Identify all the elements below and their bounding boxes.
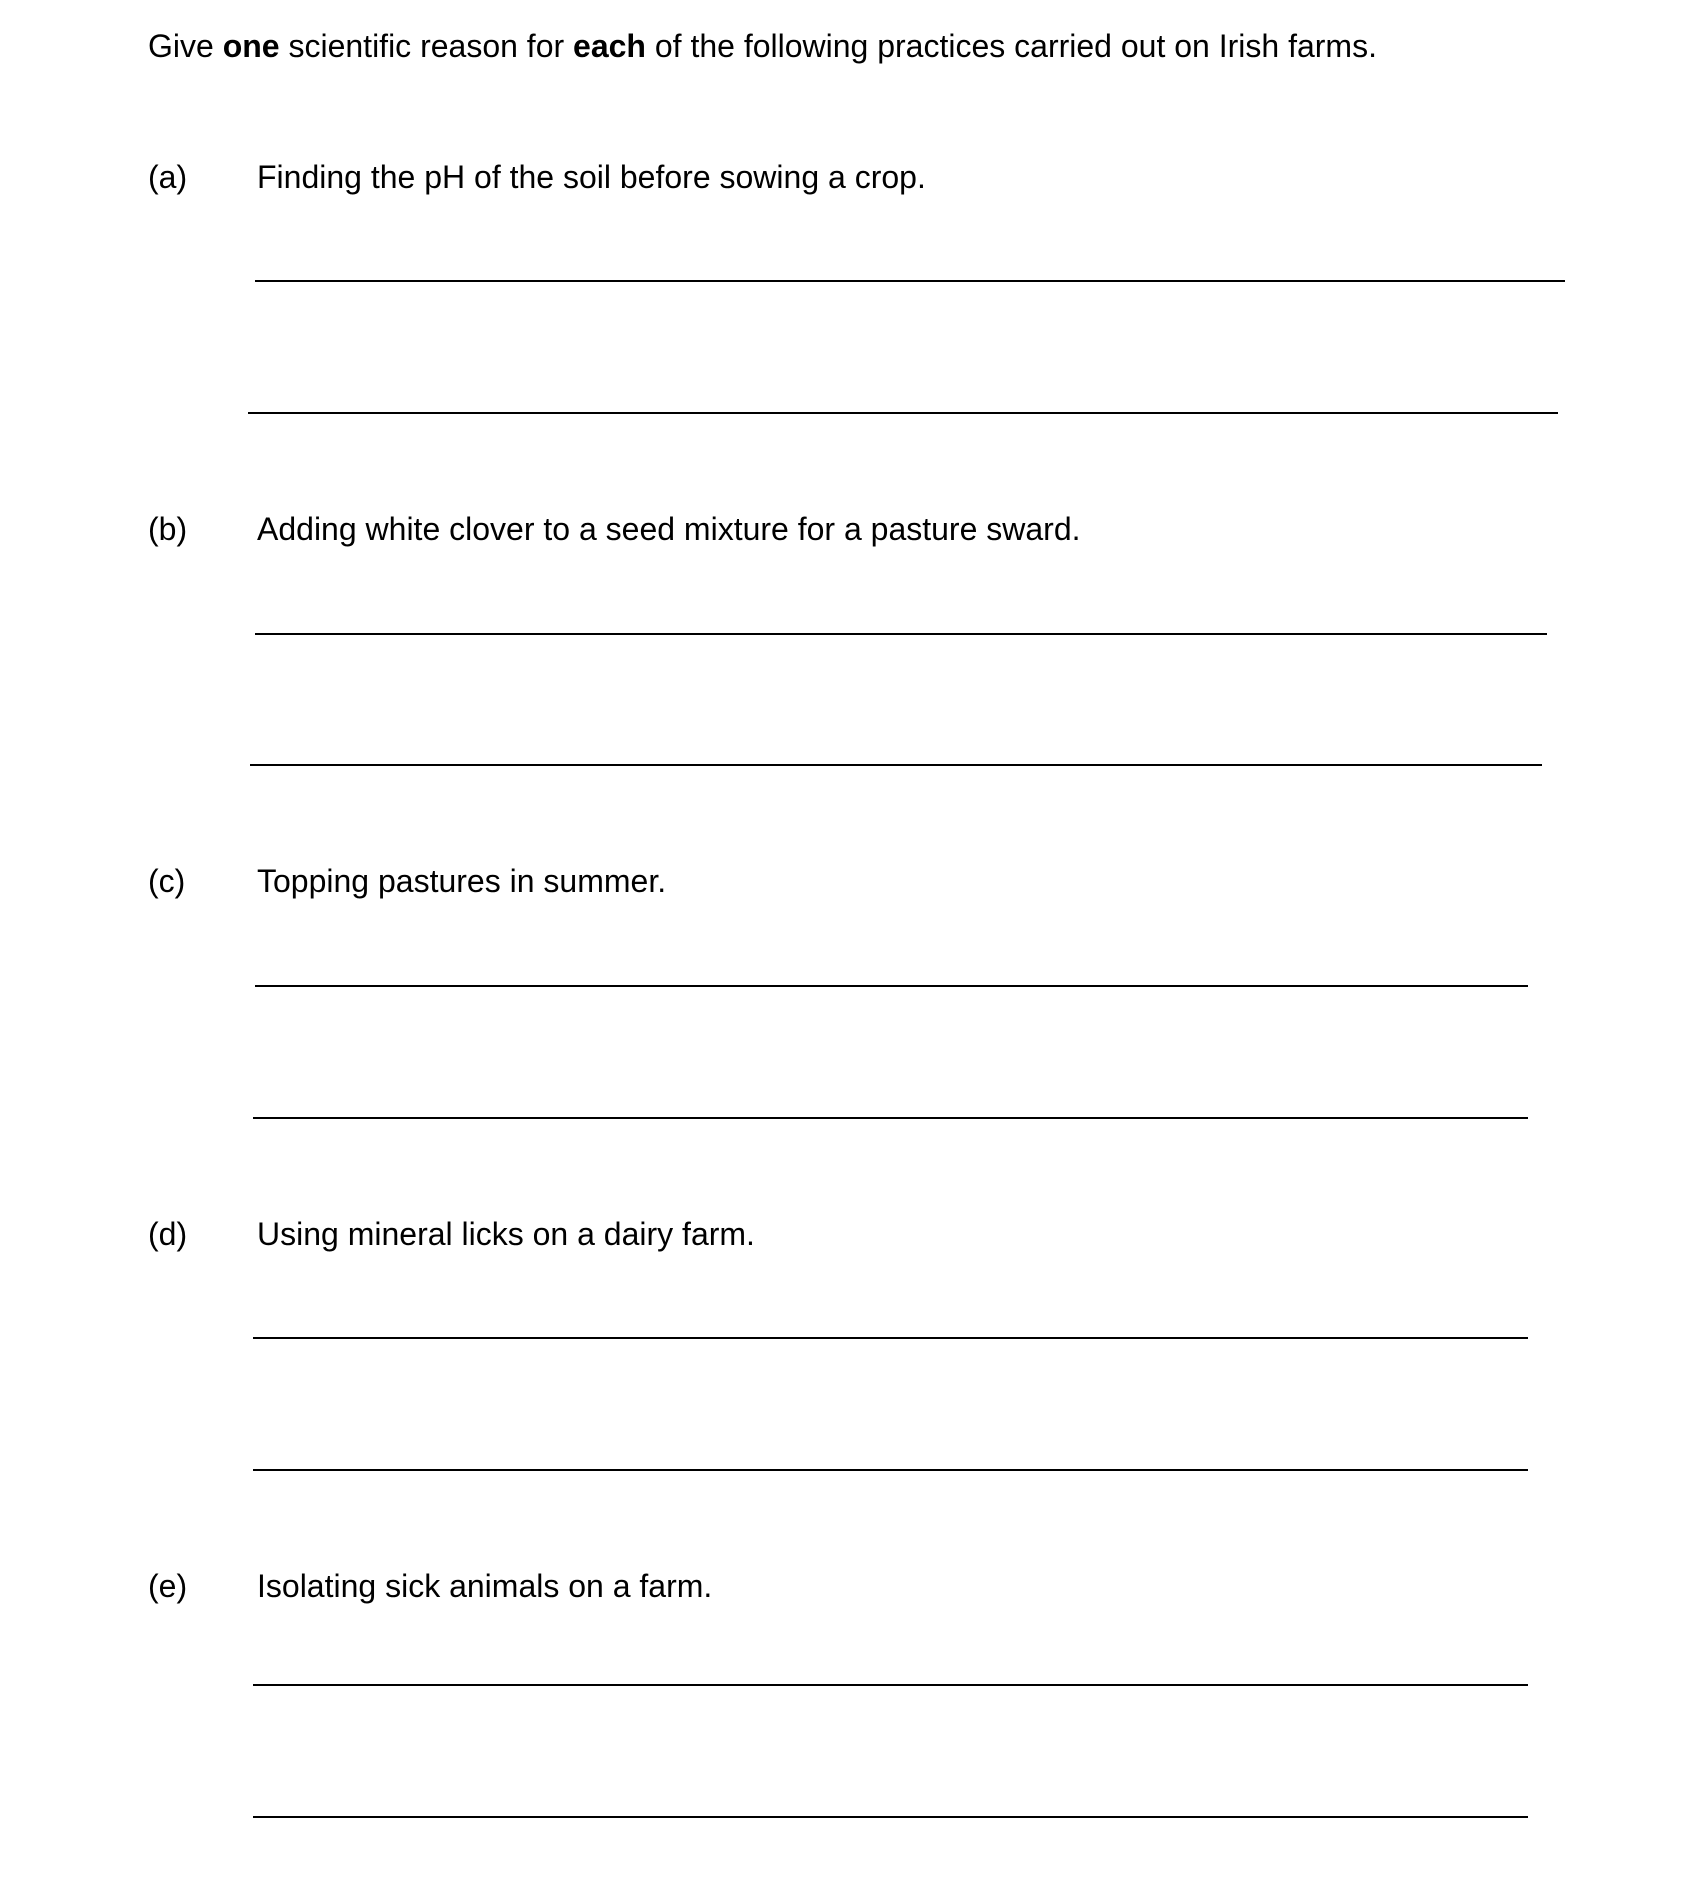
question-text: Finding the pH of the soil before sowing a crop. — [257, 159, 926, 195]
answer-line-e-1[interactable] — [253, 1684, 1528, 1686]
question-label: (b) — [148, 511, 188, 547]
answer-line-c-1[interactable] — [255, 985, 1528, 987]
question-label: (e) — [148, 1568, 188, 1604]
instruction-bold-one: one — [222, 28, 280, 64]
question-text: Topping pastures in summer. — [257, 863, 667, 899]
instruction-text — [148, 24, 1377, 68]
answer-line-e-2[interactable] — [253, 1816, 1528, 1818]
question-label: (c) — [148, 863, 186, 899]
answer-line-b-1[interactable] — [255, 633, 1547, 635]
instruction-part-2: scientific reason for — [279, 28, 574, 64]
answer-line-b-2[interactable] — [250, 764, 1542, 766]
instruction-bold-each: each — [573, 28, 646, 64]
instruction-part-1: Give — [148, 28, 223, 64]
question-text: Adding white clover to a seed mixture for a pasture sward. — [257, 511, 1081, 547]
answer-line-c-2[interactable] — [253, 1117, 1528, 1119]
question-text: Isolating sick animals on a farm. — [257, 1568, 713, 1604]
instruction-part-3: of the following practices carried out on Irish farms. — [645, 28, 1377, 64]
answer-line-d-1[interactable] — [253, 1337, 1528, 1339]
answer-line-a-1[interactable] — [255, 280, 1565, 282]
question-label: (a) — [148, 159, 188, 195]
answer-line-a-2[interactable] — [248, 412, 1558, 414]
question-text: Using mineral licks on a dairy farm. — [257, 1216, 755, 1252]
answer-line-d-2[interactable] — [253, 1469, 1528, 1471]
question-label: (d) — [148, 1216, 188, 1252]
